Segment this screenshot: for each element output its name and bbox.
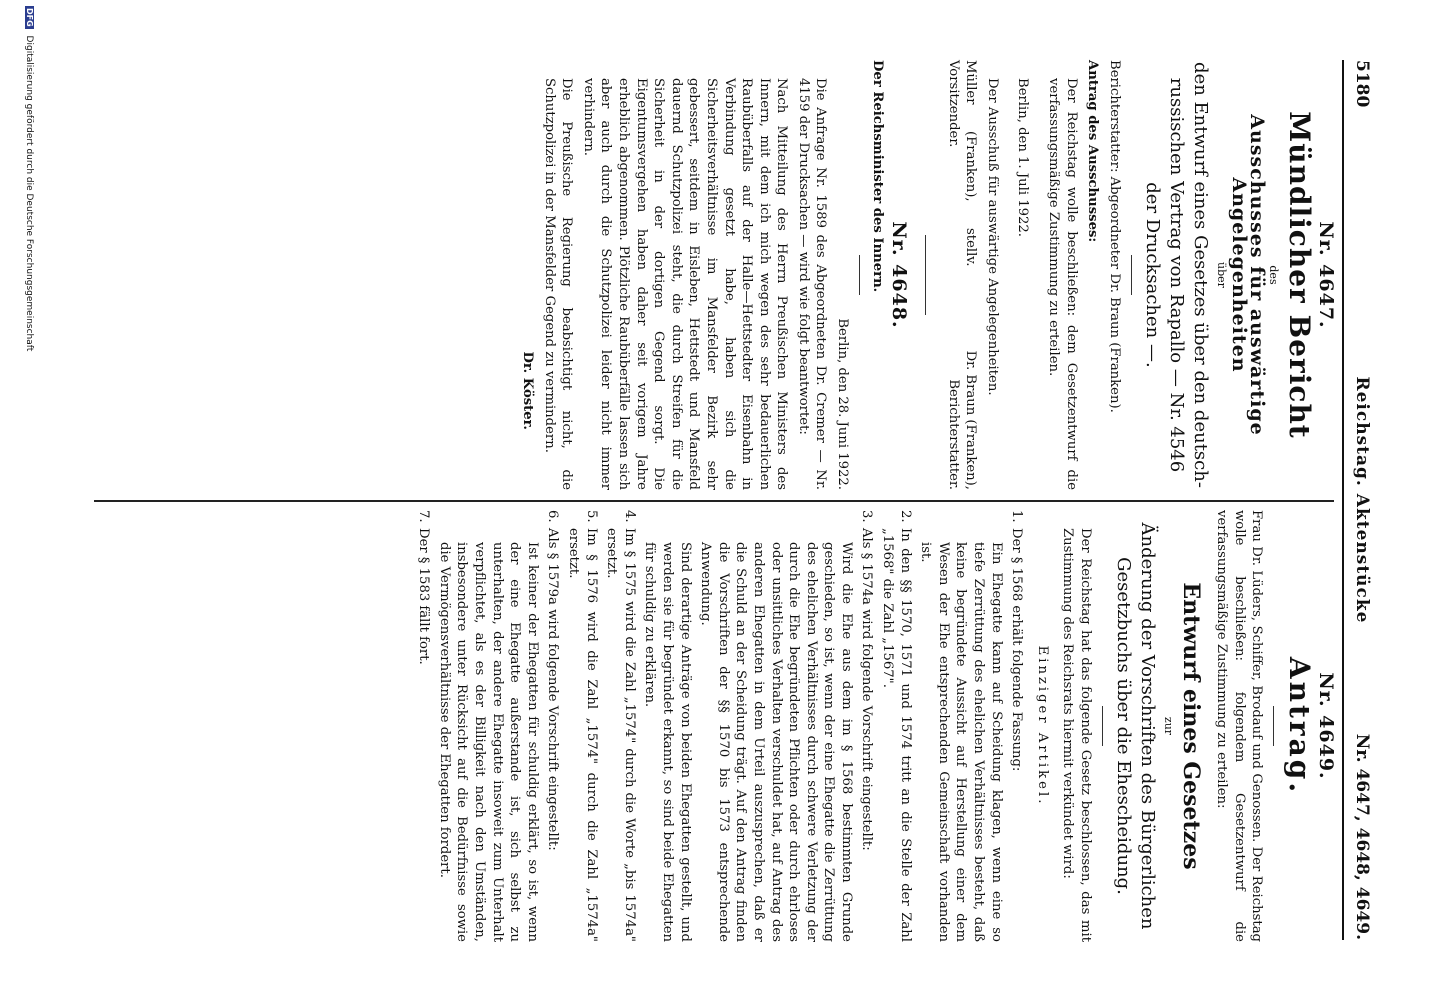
item-text: Sind derartige Anträge von beiden Ehegatten gestellt, und werden sie für begründet erkannt, so sind beide Ehegatten für schuldig zu erklären. — [642, 542, 693, 942]
article-item — [415, 510, 433, 942]
right-column — [412, 510, 1337, 942]
separator-rule — [1131, 255, 1132, 295]
article-item — [917, 510, 1005, 942]
nr-4647-heading: Nr. 4647. — [1315, 221, 1337, 329]
nr-4648-heading: Nr. 4648. — [888, 221, 911, 329]
antrag-heading: Antrag. — [1283, 656, 1317, 796]
item-number: 7. — [416, 510, 432, 523]
separator-rule — [1102, 706, 1103, 746]
article-item — [641, 510, 694, 942]
committee-name: Ausschusses für auswärtige Angelegenheiten — [1228, 114, 1268, 436]
article-items — [415, 510, 1026, 942]
item-number: 3. — [859, 510, 875, 523]
separator-rule — [859, 255, 860, 295]
item-text: Als § 1574a wird folgende Vorschrift eingestellt: — [859, 528, 875, 851]
item-text: Der § 1583 fällt fort. — [416, 528, 432, 665]
page-number: 5180 — [1352, 60, 1372, 108]
article-item — [697, 510, 855, 942]
aenderung-heading: Änderung der Vorschriften des Bürgerlichen Gesetzbuchs über die Ehescheidung. — [1113, 522, 1159, 930]
item-number: 4. — [621, 510, 637, 523]
answer-paragraph-2: Die Preußische Regierung beabsichtigt nicht, die Schutzpolizei in der Mansfelder Gegend zu vermindern. — [541, 78, 575, 490]
column-divider — [94, 500, 1334, 502]
subject-text: den Entwurf eines Gesetzes über den deutsch-russischen Vertrag von Rapallo — Nr. 4546 der Drucksachen —. — [1142, 62, 1212, 488]
header-title: Reichstag. Aktenstücke — [1352, 376, 1372, 624]
page-header — [1342, 60, 1374, 940]
minister-signature: Dr. Köster. — [520, 351, 535, 430]
antrag-label: Antrag des Ausschusses: — [1085, 60, 1101, 243]
ueber-label: über — [1214, 262, 1228, 288]
item-text: Ist keiner der Ehegatten für schuldig erklärt, so ist, wenn der eine Ehegatte außerstande ist, sich selbst zu unterhalten, der andere Ehegatte insoweit zum Unterhalt verpflichtet, als es der Billigkeit nach den Umständen, insbesondere unter Rücksicht auf die Bedürfnisse sowie die Vermögensverhältnisse der Ehegatten fordert. — [436, 542, 540, 942]
article-item — [879, 510, 914, 942]
des-label: des — [1267, 265, 1281, 285]
article-item — [564, 510, 599, 942]
article-item — [1008, 510, 1026, 942]
signature-chair: Müller (Franken), stellv. Vorsitzender. — [945, 60, 979, 267]
item-text: Wird die Ehe aus dem im § 1568 bestimmten Grunde geschieden, so ist, wenn der eine Ehegatte die Zerrüttung des ehelichen Verhältnisses durch schwere Verletzung der durch die Ehe begründeten Pflichten oder durch ehrloses oder unsittliches Verhalten verschuldet hat, auf Antrag des anderen Ehegatten in dem Urteil auszusprechen, daß er die Schuld an der Scheidung trägt. Auf den Antrag finden die Vorschriften der §§ 1570 bis 1573 entsprechende Anwendung. — [698, 542, 854, 942]
article-item — [544, 510, 562, 942]
answer-paragraph-1: Nach Mitteilung des Herrn Preußischen Ministers des Innern, mit dem ich mich wegen des sehr bedauerlichen Raubüberfalls auf der Halle—Hettstedter Eisenbahn in Verbindung gesetzt habe, haben sich die Sicherheitsverhältnisse im Mansfelder Bezirk sehr gebessert, seitdem in Eisleben, Hettstedt und Mansfeld dauernd Schutzpolizei steht, die durch Streifen für die Sicherheit in der dortigen Gegend sorgt. Die Eigentumsvergehen haben daher seit vorigem Jahre erheblich abgenommen. Plötzliche Raubüberfälle lassen sich aber auch durch die Schutzpolizei leider nicht immer verhindern. — [580, 78, 790, 490]
item-number — [697, 510, 855, 528]
preamble-text: Der Reichstag hat das folgende Gesetz beschlossen, das mit Zustimmung des Reichsrats hiermit verkündet wird: — [1060, 528, 1094, 942]
separator-rule — [925, 235, 926, 315]
header-numbers: Nr. 4647, 4648, 4649. — [1352, 733, 1372, 940]
digitization-credit — [24, 0, 34, 1006]
separator-rule — [1273, 706, 1274, 746]
entwurf-heading: Entwurf eines Gesetzes — [1177, 582, 1204, 870]
zur-label: zur — [1161, 716, 1175, 736]
berichterstatter-line: Berichterstatter: Abgeordneter Dr. Braun (Franken). — [1107, 60, 1123, 413]
article-item — [603, 510, 638, 942]
signature-row — [944, 60, 979, 490]
committee-signature: Der Ausschuß für auswärtige Angelegenheiten. — [985, 78, 1001, 396]
article-item — [858, 510, 876, 942]
nr-4649-heading: Nr. 4649. — [1315, 672, 1337, 780]
item-text: Ein Ehegatte kann auf Scheidung klagen, wenn eine so tiefe Zerrüttung des ehelichen Verhältnisses besteht, daß keine begründete Aussicht auf Herstellung einer dem Wesen der Ehe entsprechenden Gemeinschaft vorhanden ist. — [918, 542, 1004, 942]
report-title: Mündlicher Bericht — [1283, 111, 1317, 439]
credit-text: Digitalisierung gefördert durch die Deutsche Forschungsgemeinschaft — [24, 35, 34, 352]
antrag-text: Der Reichstag wolle beschließen: dem Gesetzentwurf die verfassungsmäßige Zustimmung zu erteilen. — [1046, 78, 1079, 490]
dfg-logo-icon: DFG — [25, 8, 34, 27]
item-text: Der § 1568 erhält folgende Fassung: — [1009, 528, 1025, 772]
item-number — [917, 510, 1005, 528]
minister-heading: Der Reichsminister des Innern. — [869, 60, 885, 293]
item-text: Im § 1576 wird die Zahl „1574" durch die Zahl „1574a" ersetzt. — [566, 528, 599, 942]
date-line-1: Berlin, den 1. Juli 1922. — [1014, 78, 1030, 237]
article-item — [435, 510, 541, 942]
date-line-2: Berlin, den 28. Juni 1922. — [835, 318, 851, 490]
left-column — [514, 60, 1337, 490]
item-text: Im § 1575 wird die Zahl „1574" durch die Worte „bis 1574a" ersetzt. — [604, 528, 637, 942]
item-number: 6. — [545, 510, 561, 523]
item-number — [435, 510, 541, 528]
artikel-heading: Einziger Artikel. — [1034, 645, 1050, 807]
item-text: In den §§ 1570, 1571 und 1574 tritt an die Stelle der Zahl „1568" die Zahl „1567". — [880, 528, 913, 942]
item-number: 5. — [583, 510, 599, 523]
item-number: 2. — [897, 510, 913, 523]
item-number: 1. — [1009, 510, 1025, 523]
signature-reporter: Dr. Braun (Franken), Berichterstatter. — [945, 350, 979, 490]
antrag-intro: Frau Dr. Lüders, Schiffer, Brodauf und Genossen. Der Reichstag wolle beschließen: folgendem Gesetzentwurf die verfassungsmäßige Zustimmung zu erteilen: — [1214, 510, 1265, 942]
item-text: Als § 1579a wird folgende Vorschrift eingestellt: — [545, 528, 561, 851]
anfrage-text: Die Anfrage Nr. 1589 des Abgeordneten Dr. Cremer — Nr. 4159 der Drucksachen — wird wie folgt beantwortet: — [795, 78, 829, 490]
item-number — [641, 510, 694, 528]
